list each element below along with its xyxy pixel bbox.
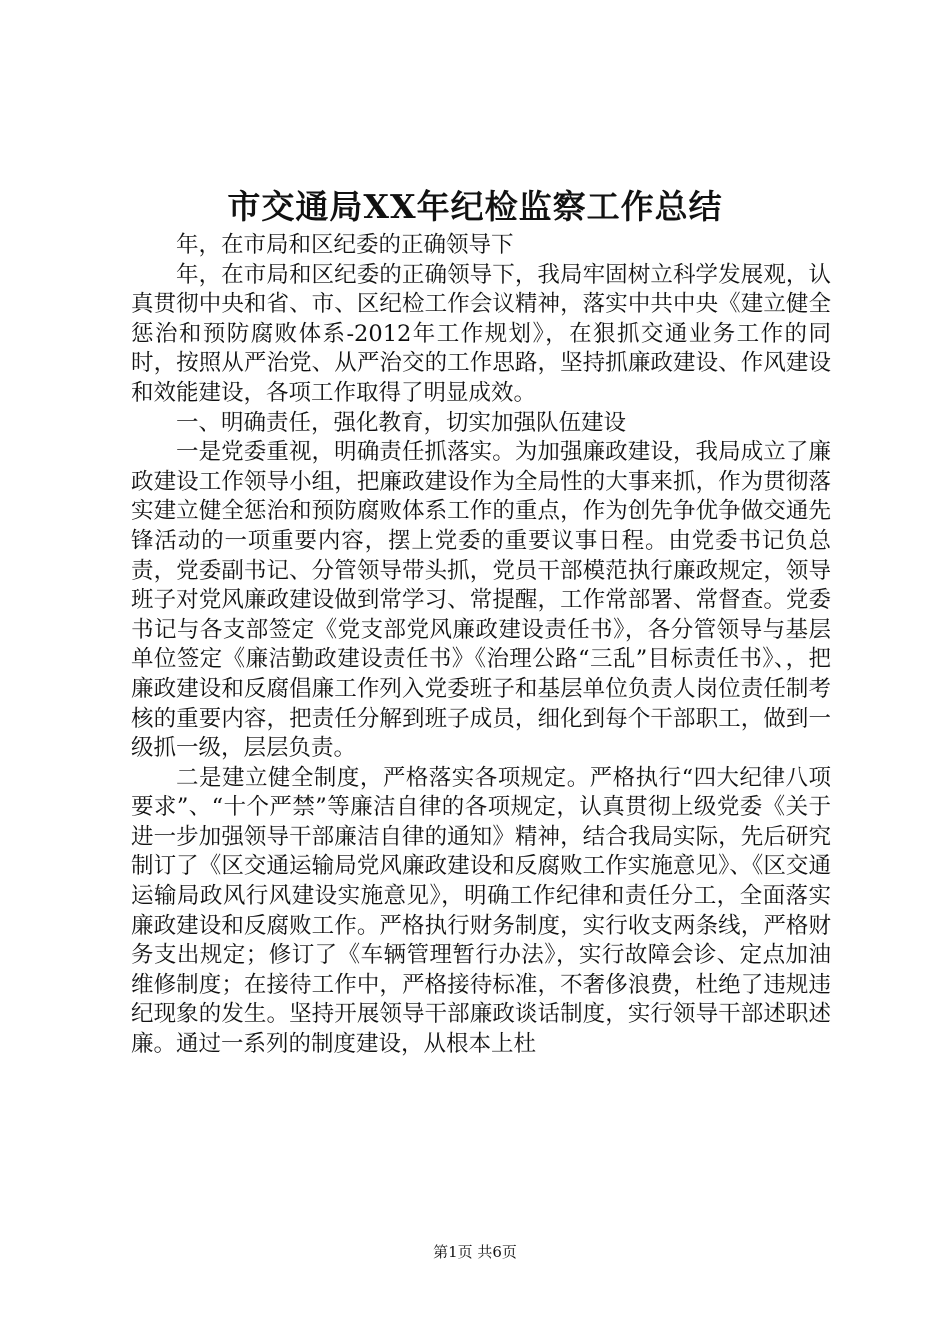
page-footer: 第1页 共6页 [433,1243,517,1261]
paragraph-2: 年，在市局和区纪委的正确领导下，我局牢固树立科学发展观，认真贯彻中央和省、市、区纪检工作会议精神，落实中共中央《建立健全惩治和预防腐败体系-2012年工作规划》，在狠抓交通业务工作的同时，按照从严治党、从严治交的工作思路，坚持抓廉政建设、作风建设和效能建设，各项工作取得了明显成效。 [131,261,831,406]
paragraph-1: 年，在市局和区纪委的正确领导下 [176,232,514,258]
paragraph-3: 一是党委重视，明确责任抓落实。为加强廉政建设，我局成立了廉政建设工作领导小组，把廉政建设作为全局性的大事来抓，作为贯彻落实建立健全惩治和预防腐败体系工作的重点，作为创先争优争做交通先锋活动的一项重要内容，摆上党委的重要议事日程。由党委书记负总责，党委副书记、分管领导带头抓，党员干部模范执行廉政规定，领导班子对党风廉政建设做到常学习、常提醒，工作常部署、常督查。党委书记与各支部签定《党支部党风廉政建设责任书》，各分管领导与基层单位签定《廉洁勤政建设责任书》《治理公路“三乱”目标责任书》、，把廉政建设和反腐倡廉工作列入党委班子和基层单位负责人岗位责任制考核的重要内容，把责任分解到班子成员，细化到每个干部职工，做到一级抓一级，层层负责。 [131,439,831,762]
section-heading-1: 一、明确责任，强化教育，切实加强队伍建设 [176,409,627,436]
document-body [131,231,831,1060]
paragraph-4: 二是建立健全制度，严格落实各项规定。严格执行“四大纪律八项要求”、“十个严禁”等廉洁自律的各项规定，认真贯彻上级党委《关于进一步加强领导干部廉洁自律的通知》精神，结合我局实际，先后研究制订了《区交通运输局党风廉政建设和反腐败工作实施意见》、《区交通运输局政风行风建设实施意见》，明确工作纪律和责任分工，全面落实廉政建设和反腐败工作。严格执行财务制度，实行收支两条线，严格财务支出规定；修订了《车辆管理暂行办法》，实行故障会诊、定点加油维修制度；在接待工作中，严格接待标准，不奢侈浪费，杜绝了违规违纪现象的发生。坚持开展领导干部廉政谈话制度，实行领导干部述职述廉。通过一系列的制度建设，从根本上杜 [131,764,831,1058]
document-title: 市交通局XX年纪检监察工作总结 [227,187,723,226]
